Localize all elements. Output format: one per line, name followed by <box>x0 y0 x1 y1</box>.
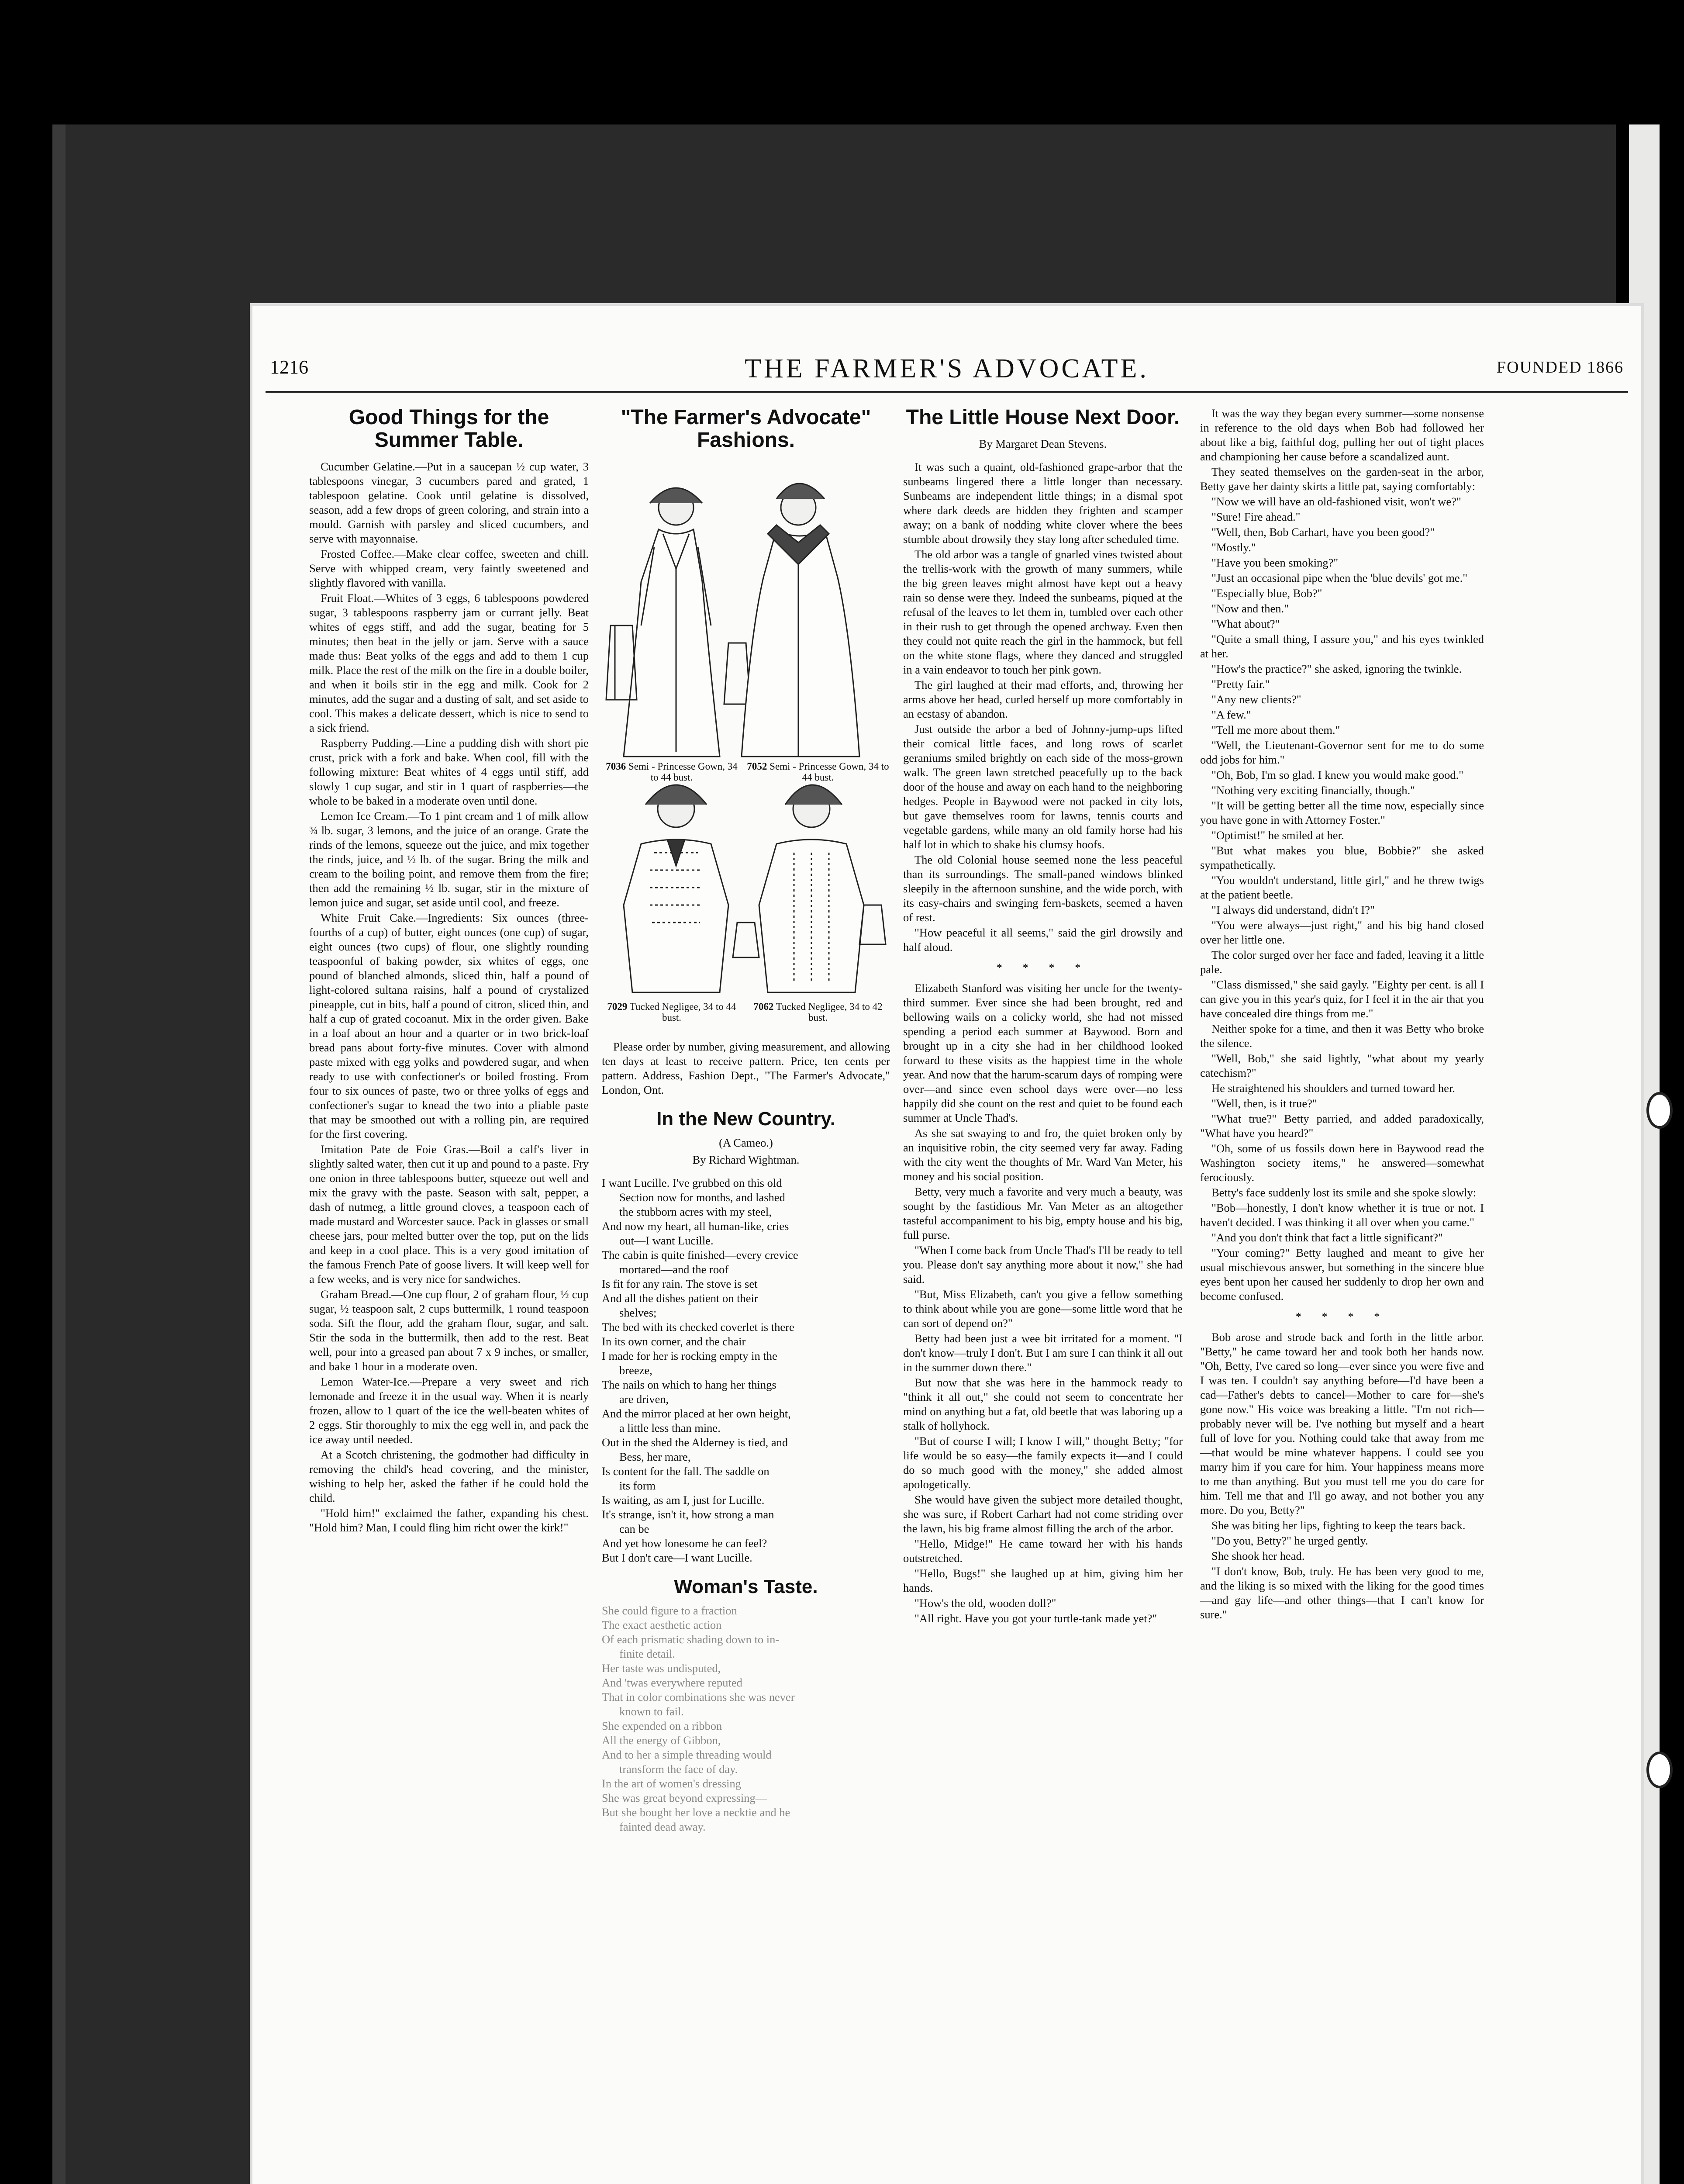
paragraph: "Well, the Lieutenant-Governor sent for me to do some odd jobs for him." <box>1200 739 1484 766</box>
founded-line: FOUNDED 1866 <box>1496 358 1624 377</box>
poem-line: I want Lucille. I've grubbed on this old <box>602 1176 782 1189</box>
paragraph: Betty had been just a wee bit irritated for a moment. "I don't know—truly I don't. But I am sure I can think it all out in the summer down there." <box>903 1332 1183 1374</box>
poem-line: And now my heart, all human-like, cries <box>602 1220 789 1233</box>
paragraph: The girl laughed at their mad efforts, and, throwing her arms above her head, curled herself up more comfortably in an ecstasy of abandon. <box>903 678 1183 720</box>
paragraph: Frosted Coffee.—Make clear coffee, sweeten and chill. Serve with whipped cream, very faintly sweetened and slightly flavored with vanilla. <box>309 547 589 589</box>
poem-line: And yet how lonesome he can feel? <box>602 1537 767 1550</box>
poem-subtitle: (A Cameo.) <box>719 1136 773 1149</box>
paragraph: The old arbor was a tangle of gnarled vines twisted about the trellis-work with the growth of many summers, while the big green leaves might almost have kept out a heavy rain so dense were they. Indeed the sunbeams, piqued at the refusal of the leaves to let them in, tumbled over each other in their rush to get through the opened archway. Even then they could not quite reach the girl in the hammock, but fell on the white stone flags, where they danced and struggled in a vain endeavor to touch her pink gown. <box>903 548 1183 676</box>
paragraph: "Well, then, Bob Carhart, have you been good?" <box>1211 525 1435 539</box>
paragraph: "Your coming?" Betty laughed and meant to give her usual mischievous answer, but something in the sincere blue eyes bent upon her caused her suddenly to drop her own and become confused. <box>1200 1246 1484 1303</box>
paragraph: "Class dismissed," she said gayly. "Eighty per cent. is all I can give you in this year's quiz, for I feel it in the air that you have concealed dire things from me." <box>1200 978 1484 1020</box>
story-heading: The Little House Next Door. <box>906 406 1180 429</box>
poem-line: a little less than mine. <box>619 1421 721 1434</box>
poem-line: She could figure to a fraction <box>602 1604 737 1617</box>
caption-text: Semi - Princesse Gown, 34 to 44 bust. <box>770 761 889 783</box>
fashions-heading: "The Farmer's Advocate" Fashions. <box>621 406 871 452</box>
paragraph: "Well, Bob," she said lightly, "what about my yearly catechism?" <box>1200 1052 1484 1079</box>
paragraph: It was the way they began every summer—some nonsense in reference to the old days when Bob had followed her about like a big, faithful dog, pulling her out of tight places and championing her cause before a scandalized aunt. <box>1200 407 1484 463</box>
paragraph: Graham Bread.—One cup flour, 2 of graham flour, ½ cup sugar, ½ teaspoon salt, 2 cups buttermilk, 1 round teaspoon soda. Sift the flour, add the graham flour, sugar, and salt. Stir the soda in the buttermilk, then add to the rest. Beat well, pour into a greased pan about 7 x 9 inches, or smaller, and bake 1 hour in a moderate oven. <box>309 1288 589 1373</box>
paragraph: Elizabeth Stanford was visiting her uncle for the twenty-third summer. Ever since she had been brought, red and bellowing wails on a colicky world, she had not missed spending a period each summer at Baywood. Born and brought up in a city she had in her childhood looked forward to these visits as the happiest time in the whole year. And now that the harum-scarum days of romping were over—and since even school days were over—no less happily did she count on the rest and quiet to be found each summer at Uncle Thad's. <box>903 981 1183 1124</box>
binding-hole <box>1646 1752 1673 1788</box>
paragraph: "Now we will have an old-fashioned visit, won't we?" <box>1211 495 1461 508</box>
paragraph: "It will be getting better all the time now, especially since you have gone in with Attorney Foster." <box>1200 799 1484 826</box>
story-body <box>1200 406 1484 1303</box>
story-body-continued <box>903 981 1183 1626</box>
scanner-frame-edge <box>52 124 66 2184</box>
poem-line: She expended on a ribbon <box>602 1719 722 1732</box>
fashion-caption <box>746 1001 890 1023</box>
paragraph: "But, Miss Elizabeth, can't you give a fellow something to think about while you are gone—some little word that he can sort of depend on?" <box>903 1288 1183 1330</box>
paragraph: Just outside the arbor a bed of Johnny-jump-ups lifted their comical little faces, and long rows of scarlet geraniums smiled brightly on each side of the moss-grown walk. The green lawn stretched peacefully up to the back door of the house and away on each hand to the neighboring hedges. People in Baywood were not packed in city lots, but gave themselves room for lawns, tennis courts and vegetable gardens, while many an old family horse had his half lot in which to shake his clumsy hoofs. <box>903 722 1183 851</box>
binding-hole <box>1646 1092 1673 1129</box>
paragraph: Betty, very much a favorite and very much a beauty, was sought by the fastidious Mr. Van Meter as an altogether tasteful accompaniment to his big, empty house and his big, full purse. <box>903 1185 1183 1241</box>
poem-line: In the art of women's dressing <box>602 1777 742 1790</box>
poem-line: are driven, <box>619 1393 669 1406</box>
story-body <box>903 460 1183 954</box>
poem-line: She was great beyond expressing— <box>602 1791 767 1804</box>
story-body-continued <box>1200 1330 1484 1622</box>
poem-new-country <box>602 1176 890 1565</box>
pattern-number: 7036 <box>606 761 626 772</box>
poem-line: transform the face of day. <box>619 1762 738 1776</box>
poem-line: breeze, <box>619 1364 652 1377</box>
paragraph: Lemon Ice Cream.—To 1 pint cream and 1 of milk allow ¾ lb. sugar, 3 lemons, and the juice of an orange. Grate the rinds of the lemons, squeeze out the juice, and mix together the rinds, juice, and ½ lb. of the sugar. Bring the milk and cream to the boiling point, and remove them from the fire; then add the remaining ½ lb. sugar, stir in the mixture of lemon juice and sugar, set aside until cool, and freeze. <box>309 809 589 909</box>
paragraph: "Nothing very exciting financially, though." <box>1211 784 1415 797</box>
column-recipes <box>309 406 589 1536</box>
poem-line: can be <box>619 1522 649 1535</box>
paragraph: "You were always—just right," and his big hand closed over her little one. <box>1200 919 1484 946</box>
paragraph: The old Colonial house seemed none the less peaceful than its surroundings. The small-paned windows blinked sleepily in the afternoon sunshine, and the wide porch, with its easy-chairs and swinging fern-baskets, seemed a haven of rest. <box>903 853 1183 924</box>
paragraph: "I don't know, Bob, truly. He has been very good to me, and the liking is so mixed with the liking for the good times—and gay life—and other things—that I can't know for sure." <box>1200 1565 1484 1621</box>
paragraph: They seated themselves on the garden-seat in the arbor, Betty gave her dainty skirts a little pat, saying comfortably: <box>1200 465 1484 493</box>
paragraph: She would have given the subject more detailed thought, she was sure, if Robert Carhart had not come striding over the lawn, his big frame almost filling the arch of the arbor. <box>903 1493 1183 1535</box>
poem-line: That in color combinations she was never <box>602 1690 795 1704</box>
paragraph: "Now and then." <box>1211 602 1289 615</box>
poem-line: Section now for months, and lashed <box>619 1191 785 1204</box>
paragraph: He straightened his shoulders and turned toward her. <box>1211 1082 1455 1095</box>
column-story-continued <box>1200 406 1484 1623</box>
page-number: 1216 <box>270 356 308 378</box>
poem-line: Is content for the fall. The saddle on <box>602 1465 770 1478</box>
paragraph: "Especially blue, Bob?" <box>1211 587 1322 600</box>
paragraph: White Fruit Cake.—Ingredients: Six ounces (three-fourths of a cup) of butter, eight ounces (one cup) of sugar, eight ounces (two cups) of flour, one slightly rounding teaspoonful of baking powder, six whites of eggs, one pound of blanched almonds, sliced thin, half a pound of light-colored sultana raisins, half a pound of crystalized pineapple, cut in bits, half a pound of citron, sliced thin, and half a cup of grated cocoanut. Mix in the order given. Bake in a loaf about an hour and a quarter or in two brick-loaf bread pans about forty-five minutes. Cover with almond paste mixed with egg yolks and powdered sugar, and when ready to use with confectioner's or boiled frosting. From four to six ounces of paste, two or three yolks of eggs and confectioner's sugar to knead the two into a pliable paste that may be smoothed out with a rolling pin, are required for the first covering. <box>309 911 589 1140</box>
poem-line: And to her a simple threading would <box>602 1748 772 1761</box>
paragraph: "Hello, Bugs!" she laughed up at him, giving him her hands. <box>903 1567 1183 1594</box>
caption-text: Tucked Negligee, 34 to 42 bust. <box>776 1001 883 1023</box>
pattern-number: 7062 <box>753 1001 774 1012</box>
paragraph: Cucumber Gelatine.—Put in a saucepan ½ cup water, 3 tablespoons vinegar, 3 cucumbers pared and grated, 1 tablespoon gelatine. Cook until gelatine is dissolved, season, add a few drops of green coloring, and strain into a mould. Garnish with parsley and sliced cucumbers, and serve with mayonnaise. <box>309 460 589 545</box>
poem-line: Her taste was undisputed, <box>602 1662 721 1675</box>
paragraph: She shook her head. <box>1211 1549 1305 1562</box>
header-rule <box>266 391 1628 393</box>
poem-line: out—I want Lucille. <box>619 1234 714 1247</box>
fashion-illustrations <box>602 460 890 1032</box>
paragraph: "What about?" <box>1211 617 1280 630</box>
column-fashions <box>602 406 890 1834</box>
poem-line: I made for her is rocking empty in the <box>602 1349 777 1362</box>
pattern-number: 7029 <box>607 1001 628 1012</box>
poem-line: The cabin is quite finished—every crevice <box>602 1248 798 1261</box>
paragraph: "Hello, Midge!" He came toward her with his hands outstretched. <box>903 1537 1183 1565</box>
paragraph: "All right. Have you got your turtle-tank made yet?" <box>914 1612 1157 1625</box>
fashion-caption <box>602 1001 742 1023</box>
poem-line: Of each prismatic shading down to in- <box>602 1633 780 1646</box>
paragraph: She was biting her lips, fighting to keep the tears back. <box>1211 1519 1466 1532</box>
poem-line: mortared—and the roof <box>619 1263 729 1276</box>
paragraph: "A few." <box>1211 708 1251 721</box>
pattern-number: 7052 <box>747 761 767 772</box>
poem-title: Woman's Taste. <box>674 1576 818 1597</box>
paragraph: "Have you been smoking?" <box>1211 556 1339 569</box>
paragraph: "Do you, Betty?" he urged gently. <box>1211 1534 1368 1547</box>
paragraph: Imitation Pate de Foie Gras.—Boil a calf's liver in slightly salted water, then cut it up and pound to a paste. Fry one onion in three tablespoons butter, squeeze out well and mix the gravy with the paste. Season with salt, pepper, a dash of nutmeg, a little ground cloves, a teaspoon each of made mustard and Worcester sauce. Pack in glasses or small cheese jars, pour melted butter over the top, put on the lids and keep in a cool place. This is a very good imitation of the famous French Pate of goose livers. It will keep well for a few weeks, and is very nice for sandwiches. <box>309 1143 589 1286</box>
masthead-title: THE FARMER'S ADVOCATE. <box>745 354 1149 384</box>
section-break: * * * * <box>996 961 1090 974</box>
paragraph: "Hold him!" exclaimed the father, expanding his chest. "Hold him? Man, I could fling him richt ower the kirk!" <box>309 1507 589 1534</box>
poem-line: The nails on which to hang her things <box>602 1378 776 1391</box>
paragraph: "How peaceful it all seems," said the girl drowsily and half aloud. <box>903 926 1183 954</box>
paragraph: "When I come back from Uncle Thad's I'll be ready to tell you. Please don't say anything more about it now," she had said. <box>903 1244 1183 1286</box>
poem-line: And all the dishes patient on their <box>602 1292 758 1305</box>
paragraph: "Mostly." <box>1211 541 1256 554</box>
recipes-body <box>309 460 589 1535</box>
poem-byline: By Richard Wightman. <box>692 1153 800 1166</box>
caption-text: Tucked Negligee, 34 to 44 bust. <box>629 1001 736 1023</box>
paragraph: "Oh, Bob, I'm so glad. I knew you would make good." <box>1211 768 1463 781</box>
paragraph: "Quite a small thing, I assure you," and his eyes twinkled at her. <box>1200 632 1484 660</box>
fashion-caption <box>602 761 742 783</box>
poem-title: In the New Country. <box>656 1108 835 1130</box>
poem-line: the stubborn acres with my steel, <box>619 1205 772 1218</box>
paragraph: The color surged over her face and faded, leaving it a little pale. <box>1200 948 1484 976</box>
paragraph: "What true?" Betty parried, and added paradoxically, "What have you heard?" <box>1200 1112 1484 1140</box>
paragraph: Lemon Water-Ice.—Prepare a very sweet and rich lemonade and freeze it in the usual way. When it is nearly frozen, allow to 1 quart of the ice the well-beaten whites of 2 eggs. Stir thoroughly to mix the egg well in, and pack the ice away until needed. <box>309 1375 589 1446</box>
paragraph: Betty's face suddenly lost its smile and she spoke slowly: <box>1211 1186 1477 1199</box>
paragraph: Raspberry Pudding.—Line a pudding dish with short pie crust, prick with a fork and bake. When cool, fill with the following mixture: Beat whites of 4 eggs until stiff, add slowly 1 cup sugar, and stir in 1 quart of raspberries—the whole to be baked in a moderate oven until done. <box>309 736 589 807</box>
paragraph: Bob arose and strode back and forth in the little arbor. "Betty," he came toward her and took both her hands now. "Oh, Betty, I've cared so long—ever since you were five and I was ten. I couldn't say anything before—I'd have been a cad—Father's debts to cancel—Mother to care for—she's gone now." His voice was breaking a little. "I'm not rich—probably never will be. I've nothing but myself and a heart full of love for you. Nothing could take that away from me—that would be mine whatever happens. I could see you marry him if you care for him. Your happiness means more to me than anything. But you must tell me you do care for him. Tell me that and I'll go away, and not bother you any more. Do you, Betty?" <box>1200 1330 1484 1517</box>
paragraph: "Well, then, is it true?" <box>1211 1097 1317 1110</box>
poem-line: It's strange, isn't it, how strong a man <box>602 1508 774 1521</box>
poem-line: And 'twas everywhere reputed <box>602 1676 742 1689</box>
caption-text: Semi - Princesse Gown, 34 to 44 bust. <box>628 761 738 783</box>
paragraph: "Sure! Fire ahead." <box>1211 510 1301 523</box>
poem-line: shelves; <box>619 1306 657 1319</box>
paragraph: "But what makes you blue, Bobbie?" she asked sympathetically. <box>1200 844 1484 871</box>
fashion-caption <box>746 761 890 783</box>
paragraph: "Oh, some of us fossils down here in Baywood read the Washington society items," he answered—somewhat ferociously. <box>1200 1142 1484 1184</box>
paragraph: "Pretty fair." <box>1211 677 1270 691</box>
recipes-heading: Good Things for the Summer Table. <box>349 406 549 452</box>
story-byline: By Margaret Dean Stevens. <box>979 437 1107 450</box>
poem-line: its form <box>619 1479 656 1492</box>
poem-line: And the mirror placed at her own height, <box>602 1407 791 1420</box>
poem-line: All the energy of Gibbon, <box>602 1734 721 1747</box>
paragraph: Neither spoke for a time, and then it was Betty who broke the silence. <box>1200 1022 1484 1050</box>
poem-line: Is waiting, as am I, just for Lucille. <box>602 1493 765 1507</box>
column-story <box>903 406 1183 1627</box>
paragraph: "But of course I will; I know I will," thought Betty; "for life would be so easy—the family expects it—and I could do so much good with the money," she added almost apologetically. <box>903 1434 1183 1491</box>
poem-line: Is fit for any rain. The stove is set <box>602 1277 758 1290</box>
paragraph: "Tell me more about them." <box>1211 723 1340 736</box>
fashion-drawing <box>602 460 890 1032</box>
poem-womans-taste <box>602 1603 890 1834</box>
page-header <box>252 356 1641 387</box>
paragraph: "I always did understand, didn't I?" <box>1211 903 1375 916</box>
paragraph: "You wouldn't understand, little girl," and he threw twigs at the patient beetle. <box>1200 874 1484 901</box>
newspaper-page <box>252 306 1641 2184</box>
paragraph: But now that she was here in the hammock ready to "think it all out," she could not seem to concentrate her mind on anything but a fat, old beetle that was laboring up a stalk of hollyhock. <box>903 1376 1183 1432</box>
poem-line: finite detail. <box>619 1647 676 1660</box>
paragraph: "How's the practice?" she asked, ignoring the twinkle. <box>1211 662 1462 675</box>
paragraph: "Optimist!" he smiled at her. <box>1211 829 1344 842</box>
poem-line: The exact aesthetic action <box>602 1618 722 1631</box>
paragraph: "How's the old, wooden doll?" <box>914 1597 1056 1610</box>
paragraph: As she sat swaying to and fro, the quiet broken only by an inquisitive robin, the city seemed very far away. Fading with the city went the thoughts of Mr. Ward Van Meter, his money and his social position. <box>903 1127 1183 1183</box>
poem-line: known to fail. <box>619 1705 684 1718</box>
poem-line: The bed with its checked coverlet is there <box>602 1320 794 1334</box>
section-break: * * * * <box>1295 1310 1389 1323</box>
poem-line: fainted dead away. <box>619 1820 706 1833</box>
poem-line: Out in the shed the Alderney is tied, and <box>602 1436 788 1449</box>
paragraph: "Bob—honestly, I don't know whether it is true or not. I haven't decided. I was thinking it all over when you came." <box>1200 1201 1484 1229</box>
poem-line: But she bought her love a necktie and he <box>602 1806 790 1819</box>
paragraph: "Just an occasional pipe when the 'blue devils' got me." <box>1211 571 1468 584</box>
paragraph: Fruit Float.—Whites of 3 eggs, 6 tablespoons powdered sugar, 3 tablespoons raspberry jam or currant jelly. Beat whites of eggs stiff, and add the sugar, beating for 5 minutes; then beat in the jelly or jam. Serve with a sauce made thus: Beat yolks of the eggs and add to them 1 cup milk. Place the rest of the milk on the fire in a double boiler, and when it boils stir in the egg and milk. Cook for 2 minutes, add the sugar and a dusting of salt, and set aside to cool. This makes a delicate dessert, which is nice to send to a sick friend. <box>309 591 589 734</box>
poem-line: But I don't care—I want Lucille. <box>602 1551 752 1564</box>
poem-line: Bess, her mare, <box>619 1450 691 1463</box>
paragraph: "Any new clients?" <box>1211 693 1301 706</box>
poem-line: In its own corner, and the chair <box>602 1335 746 1348</box>
paragraph: At a Scotch christening, the godmother had difficulty in removing the child's head covering, and the minister, wishing to help her, asked the father if he could hold the child. <box>309 1448 589 1504</box>
paragraph: "And you don't think that fact a little significant?" <box>1211 1231 1443 1244</box>
pattern-order-notice: Please order by number, giving measurement, and allowing ten days at least to receive pattern. Price, ten cents per pattern. Address, Fashion Dept., "The Farmer's Advocate," London, Ont. <box>602 1040 890 1096</box>
paragraph: It was such a quaint, old-fashioned grape-arbor that the sunbeams lingered there a little longer than necessary. Sunbeams are independent little things; in a dismal spot where dark deeds are hidden they frighten and scamper away; on a bank of nodding white clover where the bees stumble about drowsily they stay long after scheduled time. <box>903 460 1183 546</box>
